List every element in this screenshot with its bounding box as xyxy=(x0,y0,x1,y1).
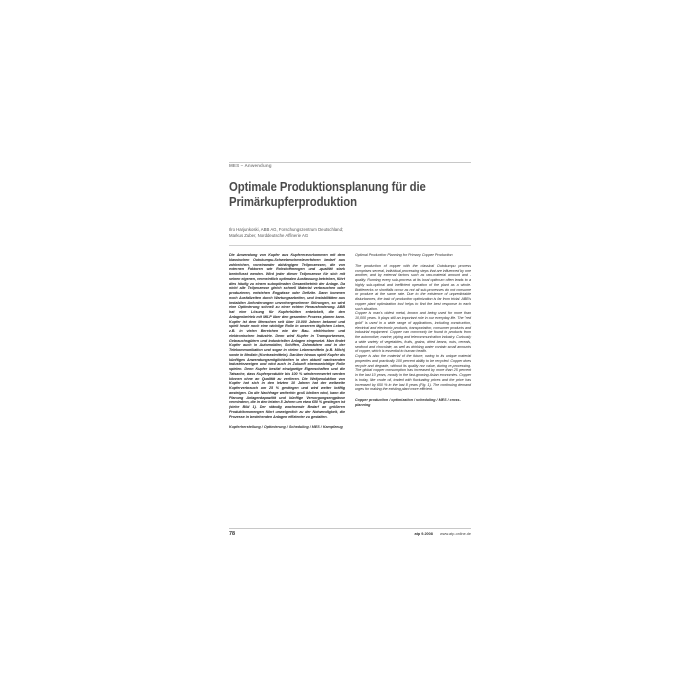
author-line-1: Ilro Harjunkoski, ABB AG, Forschungszentrum Deutschland; xyxy=(229,227,344,232)
german-keywords: Kupferherstellung / Optimierung / Scheduling / MES / Kampfzeug xyxy=(229,425,343,430)
author-line-2: Markus Zuber, Norddeutsche Affinerie AG xyxy=(229,233,309,238)
german-abstract-paragraph: Die Anwendung von Kupfer aus Kupfererzvorkommen mit dem klassischen Outokumpu-Schwebeschmelzverfahren bedarf aus zahlreichen, voneinander abhängigen Teilprozessen, die von externen Faktoren wie Rohstoffmengen und -qualität stark beeinflusst werden. Wird jeder dieser Teilprozesse für sich mit seinen eigenen, vermeintlich optimalen Ausfassung betrieben, führt dies häufig zu einem suboptimalen Gesamtbetrieb der Anlage. Da nicht alle Teilprozesse gleich schnell Material verbrauchen oder produzieren, entstehen Engpässe oder Defizite. Dann kommen noch Ausfallzeiten durch Wartungsarbeiten, und Instabilitäten aus instabilen Anforderungen unvorhergesehener Störungen, so wird eine Optimierung schnell zu einer echten Herausforderung. ABB hat eine Lösung für Kupferhütten entwickelt, die den Anlagenbetrieb mit MILP über den gesamten Prozess planen kann. Kupfer ist dem Menschen seit über 10.000 Jahren bekannt und spielt heute noch eine wichtige Rolle in unserem täglichen Leben, z.B. in vielen Bereichen wie der Bau- elektrischen und elektronischen Industrie. Denn wird Kupfer in Transportwesen, Gebrauchsgütern und industriellen Anlagen eingesetzt. Man findet Kupfer auch in Automobilen, Schiffen, Zahnrädern und in der Telekommunikation und sogar in vielen Lebensmitteln (z.B. Milch) sowie in Medizin (Kontrastmitteln). Darüber hinaus spielt Kupfer als künftiges Anwendungsmöglichkeiten in den aktuell wachsenden Industriezweigen und wird auch in Zukunft ebensowichtige Rolle spielen. Denn Kupfer besitzt einzigartige Eigenschaften und die Tatsache, dass Kupferprodukte bis 100 % wiederverwertet werden können ohne an Qualität zu verlieren. Die Weltproduktion von Kupfer hat sich in den letzten 10 Jahren hat der weltweite Kupferverbrauch um 25 % gestiegen und wird weiter kräftig ansteigen. Da die Nachfrage weiterhin groß bleiben wird, kann die Planung Anlagenkapazität und künftige Versorgungsengpässe vermindern, die in den letzten 8 Jahren um etwa 650 % gestiegen ist (siehe Bild 1). Der ständig wachsende Bedarf an größeren Produktionsmengen führt unweigerlich zu der Notwendigkeit, die Prozesse in bestehenden Anlagen effizienter zu gestalten. xyxy=(229,253,345,419)
english-title: Optimal Production Planning for Primary Copper Production xyxy=(355,253,453,257)
english-paragraph-1: The production of copper with the classical Outokumpu process comprises several, individual processing steps that are influenced by one another, and by external factors such as raw-material amount and -quality. Running every sub-process at its local optimum often leads to a highly sub-optimal and inefficient operation of the plant as a whole. Bottlenecks or shortfalls occur as not all sub-processes do not consume or produce at the same rate. Due to the existence of unpredictable disturbances, the task of production optimization is far from trivial. ABB's copper plant optimization tool helps to find the best response to each such situation. xyxy=(355,263,471,311)
section-label: MES – Anwendung xyxy=(229,163,272,168)
english-paragraph-2: Copper is man's oldest metal, known and being used for more than 10,000 years. It plays still an important role in our everyday life. The "red gold" is used in a wide range of applications, including construction, electrical and electronic products, transportation, consumer products and industrial equipment. Copper can commonly be found in products from the automotive, marine, piping and telecommunication industry. Curiously a wide variety of vegetables, fruits, grains, dried beans, nuts, cereals, seafood and chocolate, as well as drinking water contain small amounts of copper, which is essential to human health. xyxy=(355,311,471,354)
journal-page xyxy=(229,154,471,546)
footer-rule xyxy=(229,528,471,529)
english-abstract-column xyxy=(355,253,471,408)
english-keywords: Copper production / optimization / scheduling / MES / cross-planning xyxy=(355,398,461,407)
abstract-rule xyxy=(229,245,471,246)
article-title: Optimale Produktionsplanung für die Primärkupferproduktion xyxy=(229,179,426,209)
journal-issue: atp 9.2008 xyxy=(414,532,433,536)
journal-url: www.atp-online.de xyxy=(439,532,471,536)
page-number: 78 xyxy=(229,531,235,537)
english-paragraph-3: Copper is also the material of the future, owing to its unique material properties and practically 100 percent ability to be recycled. Copper does recycle and degrade, without its quality nor value, during re-processing. The global copper consumption has increased by more than 25 percent in the last 10 years, mostly in the fast-growing Asian economies. Copper is today, like crude oil, traded with fluctuating prices and the price has increased by 650 % in the last 8 years (Fig. 1). The continuing demand urges for making the existing plant more efficient. xyxy=(355,354,471,392)
journal-footer xyxy=(415,532,471,536)
author-block xyxy=(229,227,471,239)
german-abstract-column xyxy=(229,253,345,430)
